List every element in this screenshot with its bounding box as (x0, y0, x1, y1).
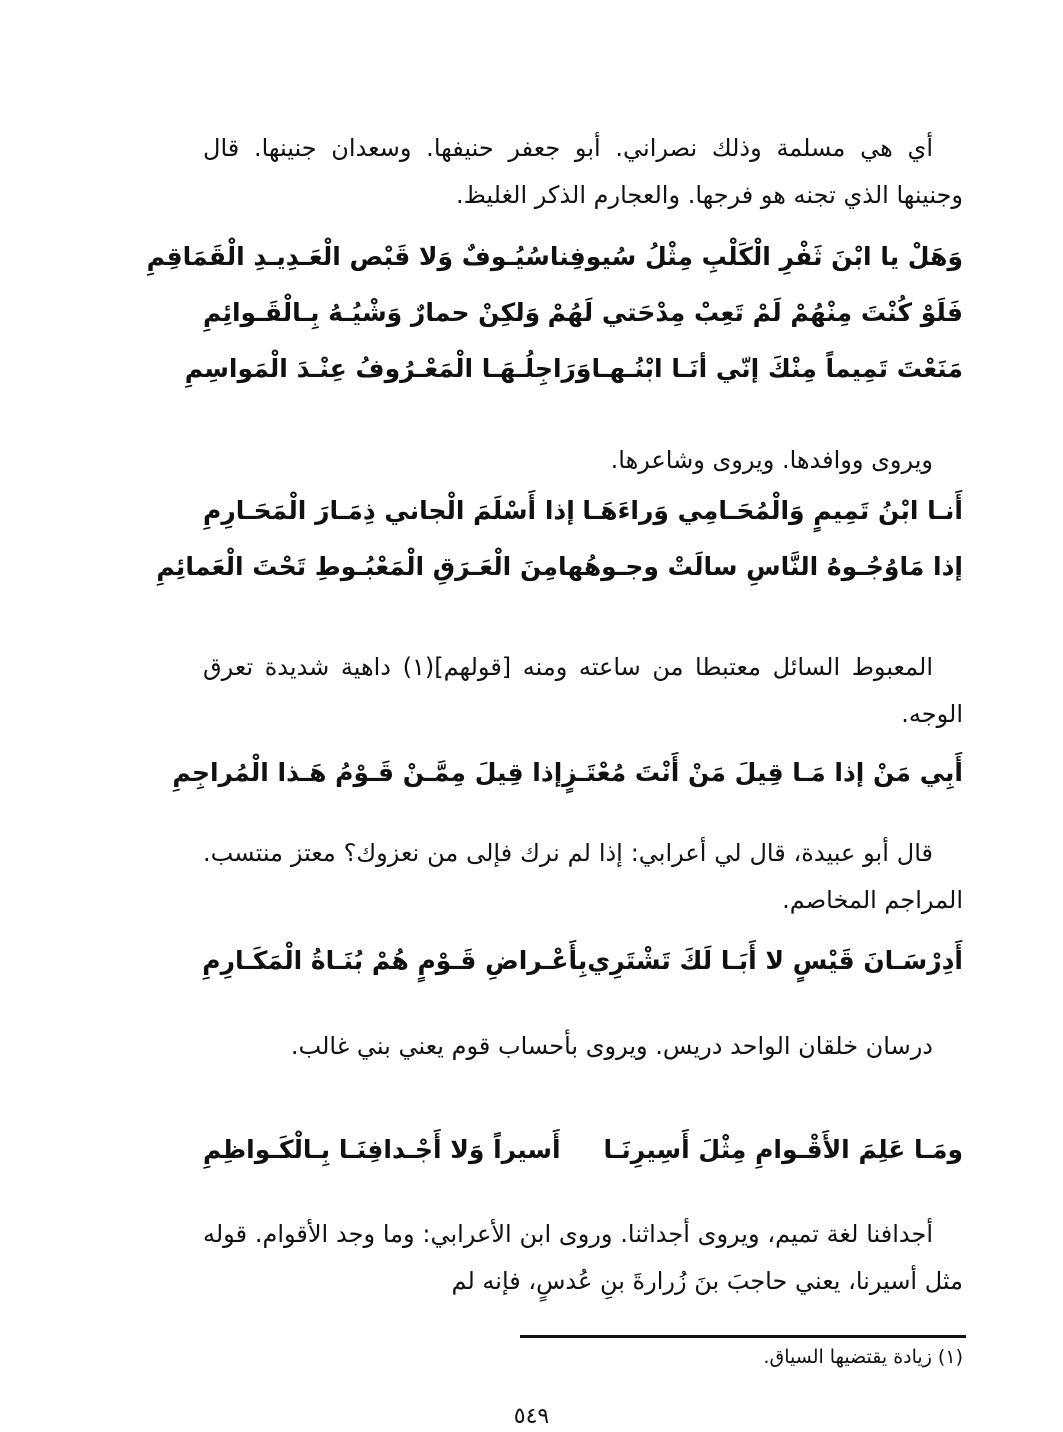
verse-first-hemistich: فَلَوْ كُنْتَ مِنْهُمْ لَمْ تَعِبْ مِدْحَتي لَهُمْ (547, 298, 963, 327)
paragraph-3: المعبوط السائل معتبطا من ساعته ومنه [قولهم](١) داهية شديدة تعرق الوجه. (203, 653, 963, 728)
page-number: ٥٤٩ (513, 1404, 550, 1429)
verse-group-1 (146, 229, 963, 397)
verse-first-hemistich: إذا مَاوُجُـوهُ النَّاسِ سالَتْ وجـوهُها (557, 552, 963, 581)
verse-line (203, 285, 963, 341)
verse-line (184, 341, 963, 397)
verse-first-hemistich: أَدِرْسَـانَ قَيْسٍ لا أَبَـا لَكَ تَشْتَرِي (587, 946, 963, 975)
footnote-separator (520, 1335, 966, 1338)
verse-second-hemistich: إذا قِيلَ مِمَّـنْ قَـوْمُ هَـذا الْمُراجِمِ (172, 758, 563, 787)
verse-group-5 (203, 1122, 963, 1178)
paragraph-5: درسان خلقان الواحد دريس. ويروى بأحساب قوم يعني بني غالب. (290, 1032, 933, 1060)
paragraph-1: أي هي مسلمة وذلك نصراني. أبو جعفر حنيفها. وسعدان جنينها. قال وجنينها الذي تجنه هو فرجها. والعجارم الذكر الغليظ. (203, 134, 963, 209)
verse-second-hemistich: بِأَعْـراضِ قَـوْمٍ هُمْ بُنَـاةُ الْمَكَـارِمِ (202, 946, 588, 975)
verse-second-hemistich: أَسيراً وَلا أَجْـدافِنَـا بِـالْكَـواظِمِ (203, 1135, 561, 1164)
verse-group-2 (156, 483, 963, 595)
verse-line (203, 1122, 963, 1178)
verse-second-hemistich: مِنَ الْعَـرَقِ الْمَعْبُـوطِ تَحْتَ الْعَمائِمِ (156, 552, 558, 581)
verse-second-hemistich: وَلكِنْ حمارٌ وَشْيُـهُ بِـالْقَـوائِمِ (203, 298, 541, 327)
verse-first-hemistich: ومَـا عَلِمَ الأَقْـوامِ مِثْلَ أَسِيرِنَـا (603, 1135, 963, 1164)
footnote: (١) زيادة يقتضيها السياق. (763, 1346, 963, 1368)
verse-second-hemistich: سُيُـوفٌ وَلا قَبْص الْعَـدِيـدِ الْقَمَاقِمِ (146, 242, 550, 271)
verse-second-hemistich: وَرَاجِلُـهَـا الْمَعْـرُوفُ عِنْـدَ الْمَواسِمِ (184, 354, 592, 383)
paragraph-4: قال أبو عبيدة، قال لي أعرابي: إذا لم نرك فإلى من نعزوك؟ معتز منتسب. المراجم المخاصم. (203, 839, 963, 914)
paragraph-6: أجدافنا لغة تميم، ويروى أجداثنا. وروى ابن الأعرابي: وما وجد الأقوام. قوله مثل أسيرنا، يعني حاجبَ بنَ زُرارةَ بنِ عُدسٍ، فإنه لم (203, 1220, 963, 1295)
verse-first-hemistich: أَبِي مَنْ إذا مَـا قِيلَ مَنْ أَنْتَ مُعْتَـزٍ (562, 758, 963, 787)
verse-line (203, 933, 963, 989)
verse-first-hemistich: مَنَعْتَ تَمِيماً مِنْكَ إنّي أنَـا ابْنُـهـا (591, 354, 963, 383)
verse-first-hemistich: أَنـا ابْنُ تَمِيمٍ وَالْمُحَـامِي وَراءَهَـا (582, 496, 963, 525)
verse-line (146, 229, 963, 285)
verse-line (172, 745, 963, 801)
verse-group-4 (203, 933, 963, 989)
verse-group-3 (172, 745, 963, 801)
verse-first-hemistich: وَهَلْ يا ابْنَ ثَفْرِ الْكَلْبِ مِثْلُ سُيوفِنا (549, 242, 963, 271)
verse-line (156, 539, 963, 595)
verse-second-hemistich: إذا أَسْلَمَ الْجاني ذِمَـارَ الْمَحَـارِمِ (203, 496, 575, 525)
verse-line (203, 483, 963, 539)
paragraph-2: ويروى ووافدها. ويروى وشاعرها. (610, 446, 933, 474)
